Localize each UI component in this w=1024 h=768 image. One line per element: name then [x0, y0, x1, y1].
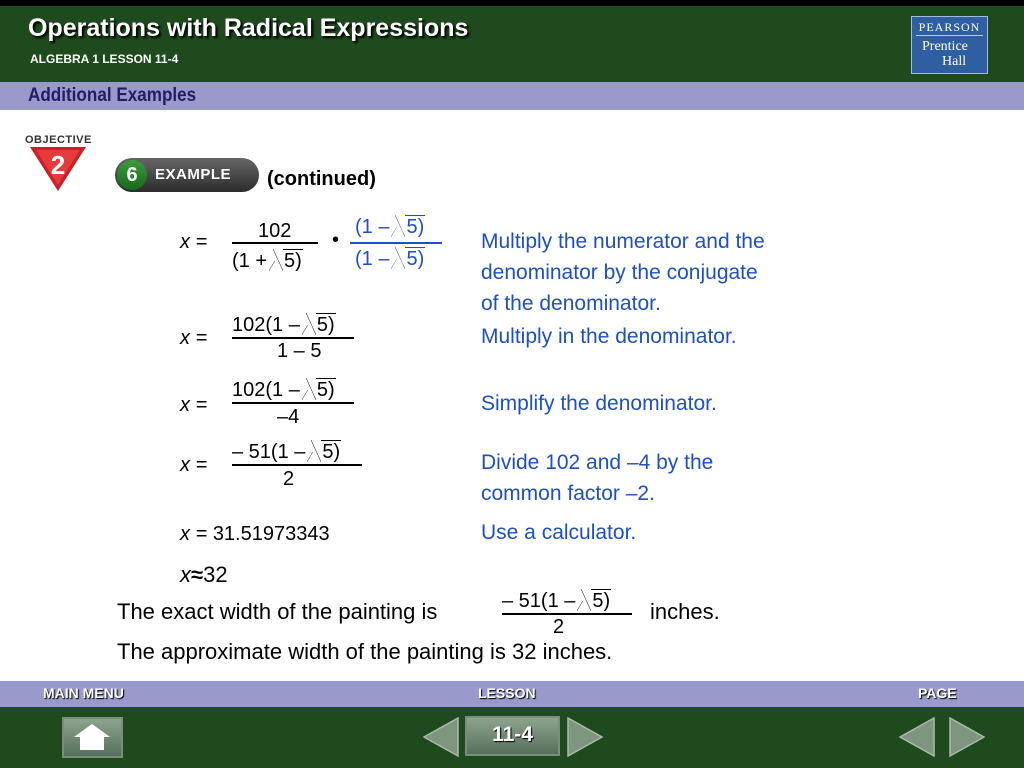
logo-line-1: PEARSON — [918, 20, 981, 34]
objective-triangle-icon — [30, 147, 90, 193]
lesson-number-button[interactable]: 11-4 — [465, 716, 560, 756]
step2-denominator: 1 – 5 — [277, 340, 322, 362]
logo-line-2: Prentice — [922, 39, 968, 54]
previous-lesson-button[interactable] — [420, 716, 462, 758]
conclusion-exact-text: The exact width of the painting is — [117, 599, 438, 624]
objective-number: 2 — [50, 150, 66, 180]
lesson-subtitle: ALGEBRA 1 LESSON 11-4 — [30, 52, 179, 66]
step1-conjugate-denominator: (1 – 5) — [355, 248, 425, 270]
step1-conjugate-numerator: (1 – 5) — [355, 216, 425, 238]
conclusion-units: inches. — [650, 599, 720, 624]
step1-explanation: Multiply the numerator and the denominator by the conjugate of the denominator. — [481, 230, 765, 315]
pearson-logo — [911, 16, 988, 74]
logo-line-3: Hall — [942, 54, 967, 69]
previous-page-button[interactable] — [896, 716, 938, 758]
step3-numerator: 102(1 – 5) — [232, 379, 335, 401]
step5-explanation: Use a calculator. — [481, 521, 637, 544]
step4-denominator: 2 — [283, 468, 295, 490]
home-icon — [64, 719, 121, 756]
step4-lhs: x = — [180, 454, 208, 476]
main-menu-label: MAIN MENU — [43, 685, 124, 701]
next-lesson-button[interactable] — [564, 716, 606, 758]
step2-lhs: x = — [180, 327, 208, 349]
logo-rule — [916, 35, 983, 36]
step2-explanation: Multiply in the denominator. — [481, 325, 737, 348]
step4-numerator: – 51(1 – 5) — [232, 441, 341, 463]
step3-lhs: x = — [180, 394, 208, 416]
step1-fraction-bar — [232, 242, 318, 244]
page-title: Operations with Radical Expressions — [28, 14, 469, 42]
step3-fraction-bar — [232, 402, 354, 404]
step2-numerator: 102(1 – 5) — [232, 314, 335, 336]
continued-label: (continued) — [267, 168, 376, 190]
lesson-label: LESSON — [478, 685, 536, 701]
page-label: PAGE — [918, 685, 957, 701]
step3-explanation: Simplify the denominator. — [481, 392, 717, 415]
step1-lhs: x = — [180, 231, 208, 253]
main-menu-home-button[interactable] — [62, 717, 123, 758]
next-page-button[interactable] — [946, 716, 988, 758]
step1-conjugate-bar — [350, 242, 442, 244]
step1-denominator: (1 + 5) — [232, 250, 302, 272]
step6-equation: x≈32 — [180, 562, 228, 587]
step4-explanation: Divide 102 and –4 by the common factor –2. — [481, 451, 714, 505]
objective-label: OBJECTIVE — [25, 134, 92, 146]
step1-times: • — [332, 229, 340, 251]
step1-numerator: 102 — [258, 220, 292, 242]
step5-equation: x = 31.51973343 — [180, 523, 330, 545]
conclusion-denominator: 2 — [553, 616, 565, 638]
conclusion-approx-text: The approximate width of the painting is 32 inches. — [117, 639, 613, 664]
section-title: Additional Examples — [28, 85, 197, 106]
step2-fraction-bar — [232, 337, 354, 339]
conclusion-fraction-bar — [502, 613, 632, 615]
step4-fraction-bar — [232, 464, 362, 466]
example-label: EXAMPLE — [155, 166, 232, 183]
step3-denominator: –4 — [277, 406, 300, 428]
conclusion-numerator: – 51(1 – 5) — [502, 590, 611, 612]
example-number: 6 — [117, 160, 147, 190]
